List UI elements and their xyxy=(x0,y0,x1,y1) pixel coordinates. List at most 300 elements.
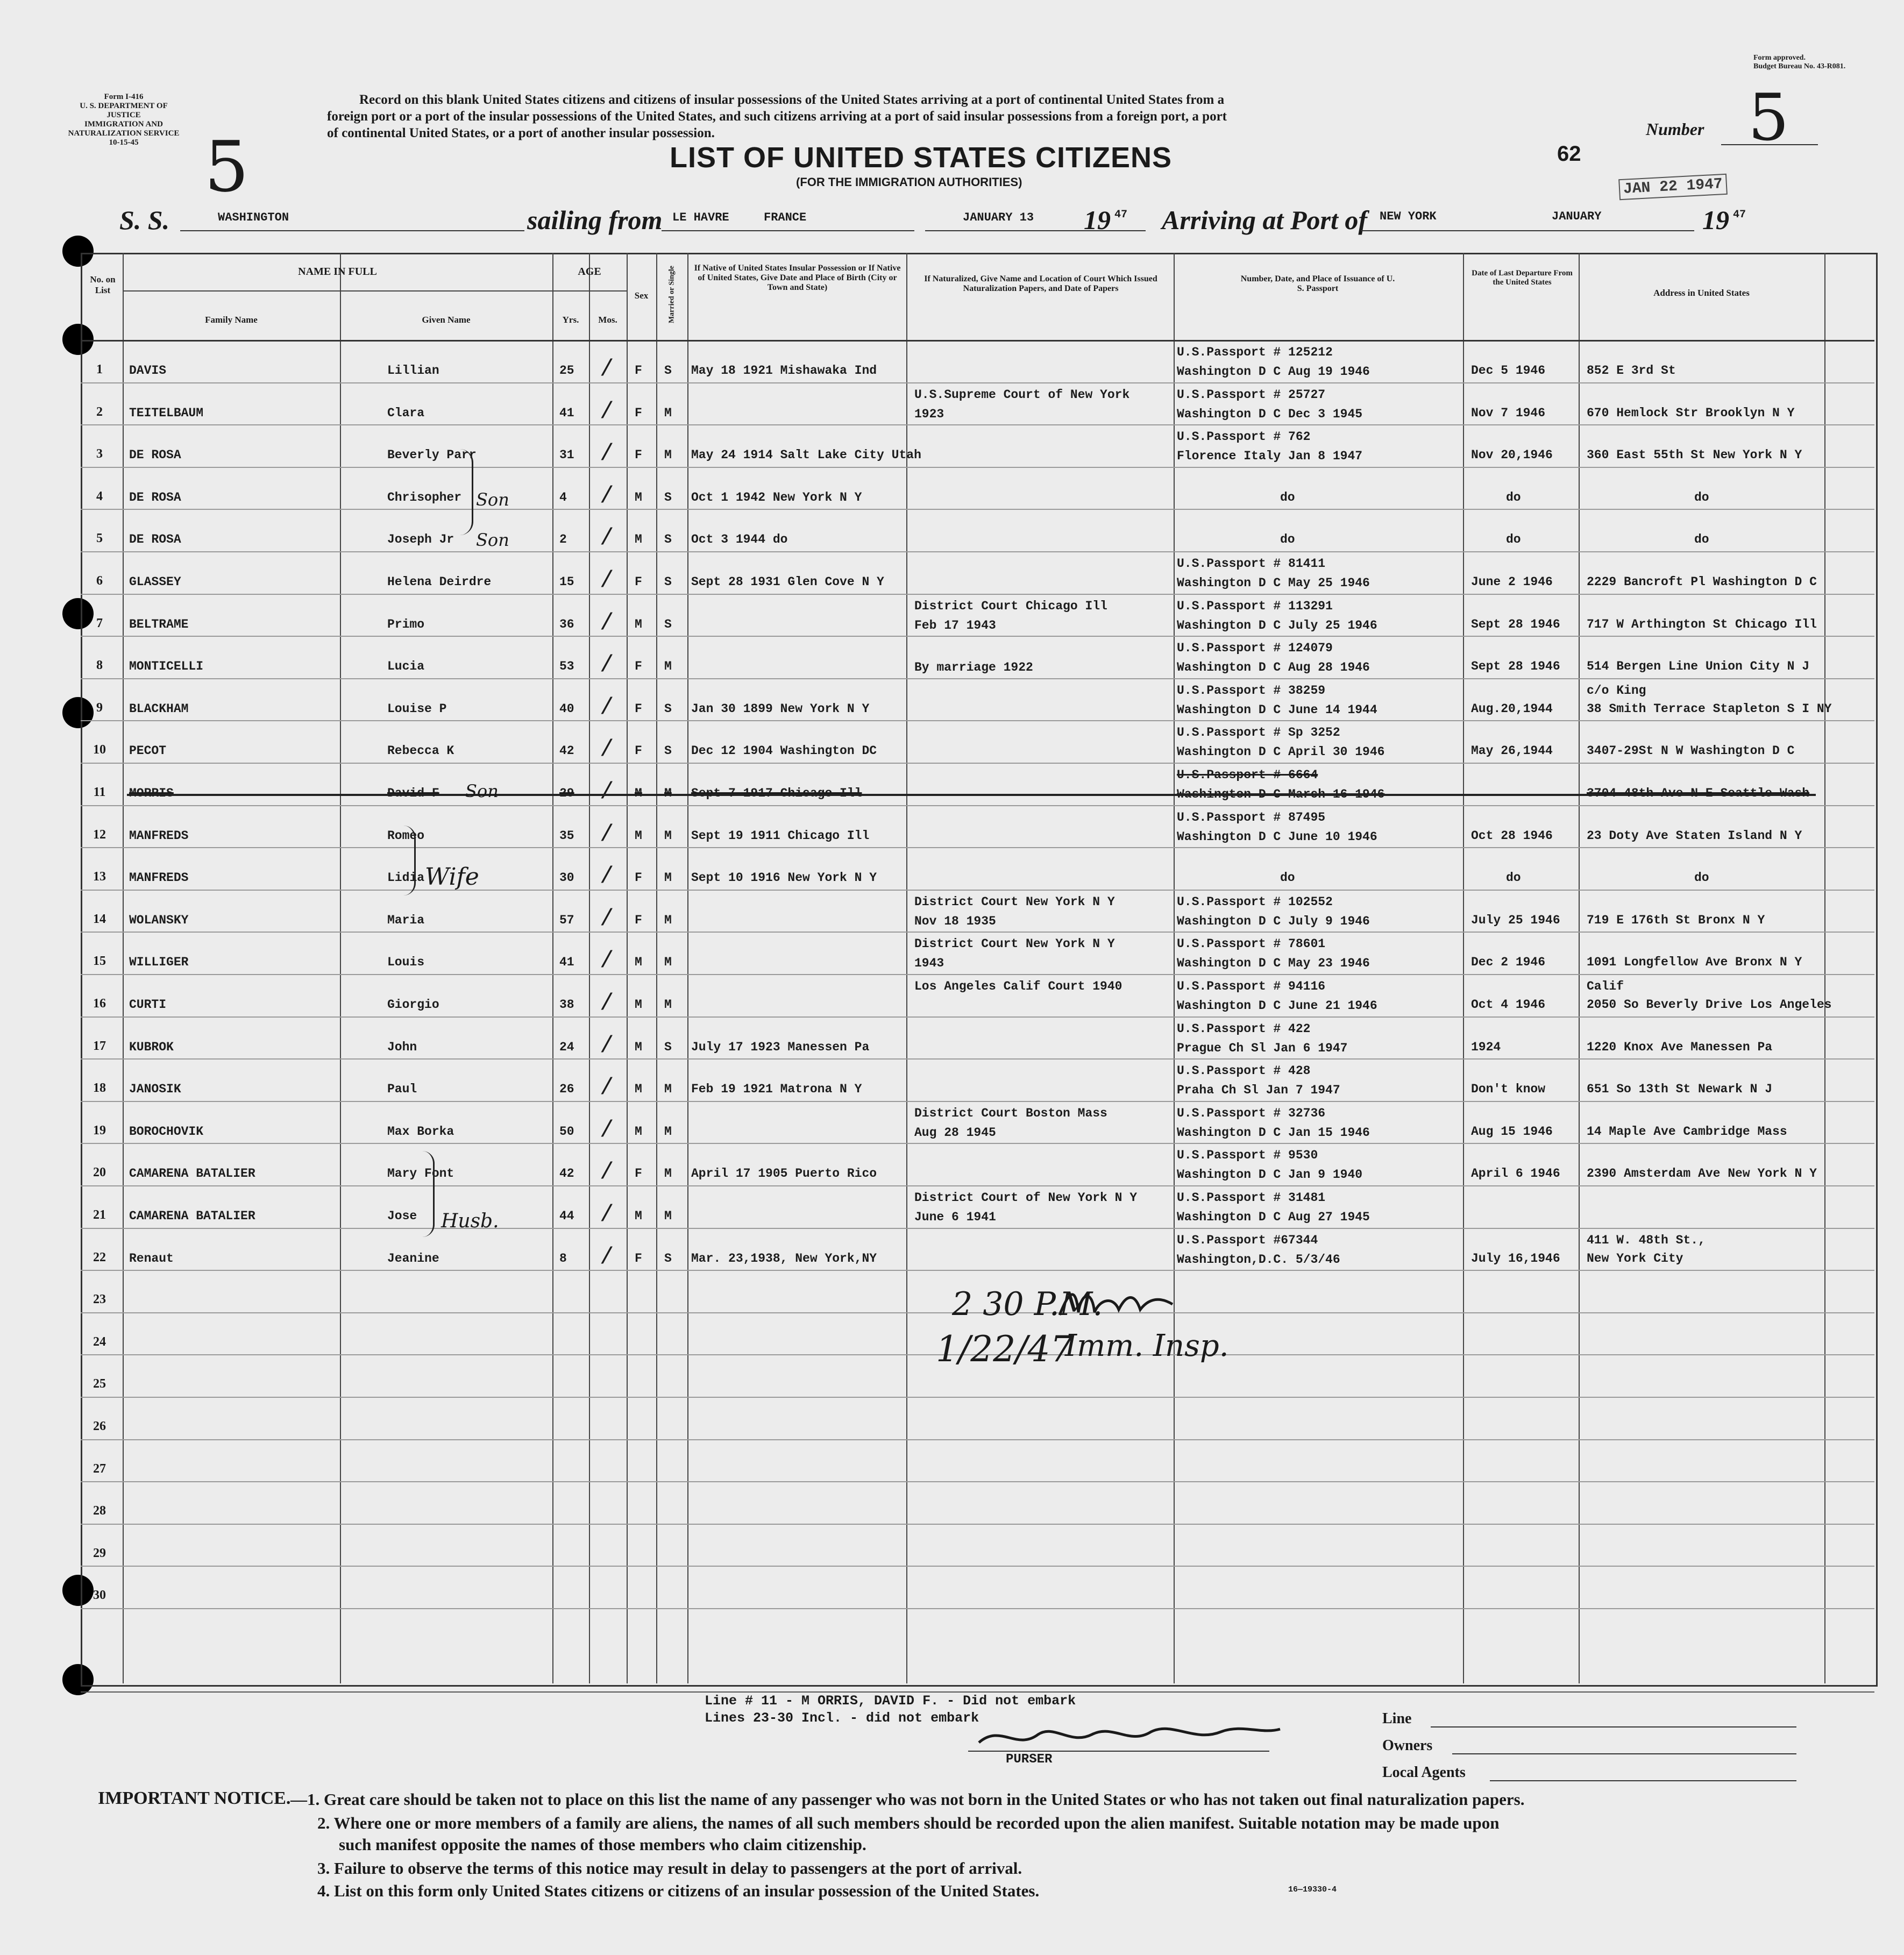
cell-naturalization-date: 1943 xyxy=(914,956,944,970)
cell-passport-issued: Washington D C July 9 1946 xyxy=(1177,914,1370,928)
row-number: 18 xyxy=(93,1081,106,1095)
cell-ms: M xyxy=(664,1125,672,1139)
row-number: 7 xyxy=(96,616,103,630)
row-number: 16 xyxy=(93,997,106,1011)
cell-sex: M xyxy=(635,532,642,546)
cell-sex: F xyxy=(635,744,642,758)
footer-note-morris: Line # 11 - M ORRIS, DAVID F. - Did not embark xyxy=(705,1693,1076,1709)
row-number: 12 xyxy=(93,828,106,842)
row-divider xyxy=(81,1185,1874,1186)
row-number: 1 xyxy=(96,362,103,376)
cell-naturalization: District Court New York N Y xyxy=(914,937,1115,951)
row-number: 14 xyxy=(93,912,106,926)
form-approval xyxy=(1753,54,1845,71)
cell-ms: S xyxy=(664,575,672,589)
header-family-name: Family Name xyxy=(205,315,258,325)
name-header-rule xyxy=(123,290,552,292)
row-divider xyxy=(81,763,1874,764)
cell-sex: F xyxy=(635,575,642,589)
age-months-mark: / xyxy=(600,779,614,806)
row-number: 28 xyxy=(93,1504,106,1518)
arrive-year-prefix: 19 xyxy=(1702,205,1729,235)
arriving-label: Arriving at Port of xyxy=(1162,205,1367,235)
cell-age: 53 xyxy=(559,659,574,673)
row-number: 8 xyxy=(96,658,103,672)
notice-1: —1. Great care should be taken not to place on this list the name of any passenger who was not born in the United States or who has not taken out final naturalization papers. xyxy=(290,1790,1525,1809)
cell-address: 2229 Bancroft Pl Washington D C xyxy=(1587,575,1817,589)
cell-sex: M xyxy=(635,1040,642,1054)
row-divider xyxy=(81,1101,1874,1102)
cell-passport-issued: Washington D C March 16 1946 xyxy=(1177,787,1385,801)
age-months-mark: / xyxy=(600,1117,614,1144)
cell-naturalization-date: Feb 17 1943 xyxy=(914,619,996,632)
row-number: 17 xyxy=(93,1039,106,1053)
cell-naturalization: District Court of New York N Y xyxy=(914,1191,1138,1205)
row-divider xyxy=(81,678,1874,679)
cell-given: Joseph Jr xyxy=(387,532,454,546)
cell-passport-number: U.S.Passport # 428 xyxy=(1177,1064,1311,1078)
cell-family: MANFREDS xyxy=(129,829,189,843)
list-number: 62 xyxy=(1557,142,1581,166)
row-number: 4 xyxy=(96,489,103,503)
header-naturalized: If Naturalized, Give Name and Location of Court Which Issued Naturalization Papers, and Date of Papers xyxy=(924,274,1157,293)
owners-underline xyxy=(1452,1753,1796,1754)
cell-given: Jose xyxy=(387,1209,417,1223)
age-months-mark: / xyxy=(600,525,614,552)
cell-last-departure: do xyxy=(1506,490,1521,504)
cell-sex: M xyxy=(635,998,642,1012)
cell-sex: M xyxy=(635,490,642,504)
cell-address-line1: 411 W. 48th St., xyxy=(1587,1233,1706,1247)
cell-given: Beverly Parr xyxy=(387,448,477,462)
header-no: No. on List xyxy=(90,274,116,295)
cell-age: 15 xyxy=(559,575,574,589)
cell-address: 717 W Arthington St Chicago Ill xyxy=(1587,617,1817,631)
sail-year-prefix: 19 xyxy=(1084,205,1111,235)
row-divider xyxy=(81,720,1874,721)
cell-sex: F xyxy=(635,871,642,885)
cell-last-departure: 1924 xyxy=(1471,1040,1501,1054)
cell-age: 42 xyxy=(559,744,574,758)
age-months-mark: / xyxy=(600,567,614,594)
cell-passport-issued: do xyxy=(1280,532,1295,546)
header-given-name: Given Name xyxy=(422,315,471,325)
row-number: 3 xyxy=(96,447,103,461)
row-number: 13 xyxy=(93,870,106,884)
age-months-mark: / xyxy=(600,610,614,637)
handwritten-time: 2 30 P.M. xyxy=(952,1285,1103,1323)
handwritten-date: 1/22/47 xyxy=(936,1328,1073,1370)
cell-age: 30 xyxy=(559,871,574,885)
cell-last-departure: Dec 2 1946 xyxy=(1471,955,1546,969)
cell-address: 14 Maple Ave Cambridge Mass xyxy=(1587,1125,1787,1139)
sailing-date: JANUARY 13 xyxy=(963,211,1034,224)
cell-sex: F xyxy=(635,448,642,462)
cell-birth: April 17 1905 Puerto Rico xyxy=(691,1167,877,1181)
cell-family: PECOT xyxy=(129,744,167,758)
cell-given: Romeo xyxy=(387,829,425,843)
cell-ms: S xyxy=(664,364,672,378)
purser-underline xyxy=(968,1751,1269,1752)
cell-last-departure: Oct 4 1946 xyxy=(1471,998,1546,1012)
row-divider xyxy=(81,382,1874,383)
cell-age: 42 xyxy=(559,1167,574,1181)
arrival-month: JANUARY xyxy=(1552,210,1602,223)
age-months-mark: / xyxy=(600,356,614,383)
cell-last-departure: Aug 15 1946 xyxy=(1471,1125,1553,1139)
cell-passport-issued: Washington D C Jan 15 1946 xyxy=(1177,1126,1370,1140)
arrival-stamp: JAN 22 1947 xyxy=(1618,174,1728,200)
line-label: Line xyxy=(1382,1710,1412,1727)
age-months-mark: / xyxy=(600,1075,614,1101)
age-months-mark: / xyxy=(600,652,614,679)
age-months-mark: / xyxy=(600,863,614,890)
cell-given: Lidia xyxy=(387,871,425,885)
cell-given: Chrisopher xyxy=(387,490,462,504)
row-number: 21 xyxy=(93,1208,106,1222)
cell-birth: Oct 1 1942 New York N Y xyxy=(691,490,862,504)
cell-address-line1: Calif xyxy=(1587,979,1624,993)
cell-passport-issued: Washington D C Jan 9 1940 xyxy=(1177,1168,1363,1182)
cell-naturalization-date: By marriage 1922 xyxy=(914,660,1033,674)
age-header-rule xyxy=(552,290,627,292)
instruction-line: of continental United States, or a port of another insular possession. xyxy=(327,126,715,140)
cell-birth: Sept 10 1916 New York N Y xyxy=(691,871,877,885)
cell-naturalization: District Court Chicago Ill xyxy=(914,599,1107,613)
cell-sex: M xyxy=(635,786,642,800)
print-code: 16—19330-4 xyxy=(1288,1885,1337,1894)
form-id-block xyxy=(65,93,183,147)
cell-family: BOROCHOVIK xyxy=(129,1125,204,1139)
age-months-mark: / xyxy=(600,821,614,848)
cell-given: Lucia xyxy=(387,659,425,673)
arrive-year: 47 xyxy=(1733,209,1746,221)
form-department: U. S. DEPARTMENT OF JUSTICE xyxy=(80,102,168,119)
cell-address: 651 So 13th St Newark N J xyxy=(1587,1082,1773,1096)
header-native: If Native of United States Insular Possession or If Native of United States, Give Date and Place of Birth (City or Town and State) xyxy=(694,264,901,292)
cell-address: New York City xyxy=(1587,1252,1683,1266)
cell-family: BELTRAME xyxy=(129,617,189,631)
row-divider xyxy=(81,1397,1874,1398)
cell-age: 40 xyxy=(559,702,574,716)
cell-age: 57 xyxy=(559,913,574,927)
age-months-mark: / xyxy=(600,736,614,763)
ss-label: S. S. xyxy=(119,205,170,235)
cell-family: JANOSIK xyxy=(129,1082,181,1096)
cell-ms: S xyxy=(664,1252,672,1266)
cell-passport-number: U.S.Passport # 25727 xyxy=(1177,388,1326,402)
cell-age: 2 xyxy=(559,532,567,546)
cell-age: 38 xyxy=(559,998,574,1012)
number-label: Number xyxy=(1646,119,1704,139)
cell-sex: M xyxy=(635,1125,642,1139)
cell-passport-issued: Washington D C May 23 1946 xyxy=(1177,956,1370,970)
cell-ms: S xyxy=(664,532,672,546)
age-months-mark: / xyxy=(600,906,614,933)
row-number: 19 xyxy=(93,1124,106,1138)
cell-naturalization-date: June 6 1941 xyxy=(914,1210,996,1224)
cell-passport-issued: Washington D C June 10 1946 xyxy=(1177,830,1377,844)
cell-birth: Oct 3 1944 do xyxy=(691,532,788,546)
cell-given: David F xyxy=(387,786,439,800)
age-months-mark: / xyxy=(600,990,614,1017)
cell-address-line1: c/o King xyxy=(1587,684,1646,698)
cell-given: Max Borka xyxy=(387,1125,454,1139)
cell-given: Maria xyxy=(387,913,425,927)
row-divider xyxy=(81,1016,1874,1018)
row-divider xyxy=(81,932,1874,933)
age-months-mark: / xyxy=(600,1202,614,1228)
cell-address: do xyxy=(1694,871,1709,885)
cell-passport-number: U.S.Passport #67344 xyxy=(1177,1233,1318,1247)
cell-ms: S xyxy=(664,1040,672,1054)
agents-underline xyxy=(1490,1780,1796,1781)
header-mos: Mos. xyxy=(598,315,617,325)
cell-last-departure: Dec 5 1946 xyxy=(1471,364,1546,378)
cell-age: 41 xyxy=(559,406,574,420)
cell-passport-issued: Washington D C Aug 19 1946 xyxy=(1177,365,1370,379)
notice-2-continued: such manifest opposite the names of those members who claim citizenship. xyxy=(339,1835,866,1854)
row-number: 23 xyxy=(93,1292,106,1306)
page-title: LIST OF UNITED STATES CITIZENS xyxy=(670,141,1172,174)
arrival-underline xyxy=(1361,230,1694,231)
cell-given: Clara xyxy=(387,406,425,420)
cell-family: BLACKHAM xyxy=(129,702,189,716)
ship-underline xyxy=(180,230,524,231)
cell-given: Lillian xyxy=(387,364,439,378)
from-underline xyxy=(662,230,914,231)
row-divider xyxy=(81,467,1874,468)
cell-passport-issued: Washington D C April 30 1946 xyxy=(1177,745,1385,759)
cell-sex: F xyxy=(635,913,642,927)
cell-family: Renaut xyxy=(129,1252,174,1266)
cell-passport-issued: Florence Italy Jan 8 1947 xyxy=(1177,449,1363,463)
notice-3: 3. Failure to observe the terms of this notice may result in delay to passengers at the port of arrival. xyxy=(317,1859,1022,1878)
cell-passport-issued: do xyxy=(1280,490,1295,504)
cell-family: DE ROSA xyxy=(129,490,181,504)
cell-last-departure: Sept 28 1946 xyxy=(1471,617,1560,631)
cell-passport-number: U.S.Passport # 762 xyxy=(1177,430,1311,444)
cell-address: 2390 Amsterdam Ave New York N Y xyxy=(1587,1167,1817,1181)
sailing-label: sailing from xyxy=(527,205,663,235)
age-months-mark: / xyxy=(600,483,614,510)
handwritten-wife-note: Wife xyxy=(425,863,479,891)
cell-address: do xyxy=(1694,532,1709,546)
form-date-code: 10-15-45 xyxy=(109,138,139,147)
cell-passport-number: U.S.Passport # 81411 xyxy=(1177,557,1326,571)
row-divider xyxy=(81,1143,1874,1144)
cell-sex: M xyxy=(635,829,642,843)
row-divider xyxy=(81,1058,1874,1060)
header-yrs: Yrs. xyxy=(562,315,579,325)
cell-age: 41 xyxy=(559,955,574,969)
cell-last-departure: July 16,1946 xyxy=(1471,1252,1560,1266)
cell-last-departure: July 25 1946 xyxy=(1471,913,1560,927)
cell-family: KUBROK xyxy=(129,1040,174,1054)
cell-given: Rebecca K xyxy=(387,744,454,758)
cell-naturalization-date: 1923 xyxy=(914,407,944,421)
row-divider xyxy=(81,1481,1874,1482)
cell-age: 29 xyxy=(559,786,574,800)
age-months-mark: / xyxy=(600,1033,614,1060)
row-divider xyxy=(81,1524,1874,1525)
cell-passport-number: U.S.Passport # 31481 xyxy=(1177,1191,1326,1205)
header-passport: Number, Date, and Place of Issuance of U. S. Passport xyxy=(1240,274,1395,293)
cell-family: MORRIS xyxy=(129,786,174,800)
handwritten-son-note: Son xyxy=(476,489,509,510)
cell-naturalization: U.S.Supreme Court of New York xyxy=(914,388,1130,402)
header-bottom-line xyxy=(81,340,1874,342)
row-number: 24 xyxy=(93,1335,106,1349)
page-mark-handwritten: 5 xyxy=(204,126,249,208)
cell-age: 31 xyxy=(559,448,574,462)
cell-passport-issued: Washington D C Aug 28 1946 xyxy=(1177,660,1370,674)
page-subtitle: (FOR THE IMMIGRATION AUTHORITIES) xyxy=(796,175,1022,189)
cell-family: DAVIS xyxy=(129,364,167,378)
cell-family: CAMARENA BATALIER xyxy=(129,1167,255,1181)
notice-2: 2. Where one or more members of a family are aliens, the names of all such members should be recorded upon the alien manifest. Suitable notation may be made upon xyxy=(317,1814,1500,1832)
cell-last-departure: May 26,1944 xyxy=(1471,744,1553,758)
cell-passport-number: U.S.Passport # 102552 xyxy=(1177,895,1333,909)
cell-naturalization: District Court New York N Y xyxy=(914,895,1115,909)
cell-last-departure: Don't know xyxy=(1471,1082,1546,1096)
handwritten-inspector-title: Imm. Insp. xyxy=(1065,1328,1229,1363)
age-months-mark: / xyxy=(600,440,614,467)
cell-sex: F xyxy=(635,702,642,716)
cell-address: 3407-29St N W Washington D C xyxy=(1587,744,1795,758)
age-months-mark: / xyxy=(600,694,614,721)
header-age: AGE xyxy=(578,266,601,278)
header-married-single: Married or Single xyxy=(667,265,676,324)
cell-family: DE ROSA xyxy=(129,448,181,462)
form-service: IMMIGRATION AND NATURALIZATION SERVICE xyxy=(68,120,180,138)
age-months-mark: / xyxy=(600,1159,614,1186)
cell-ms: M xyxy=(664,955,672,969)
cell-passport-number: U.S.Passport # Sp 3252 xyxy=(1177,726,1340,740)
cell-sex: M xyxy=(635,955,642,969)
cell-age: 8 xyxy=(559,1252,567,1266)
cell-last-departure: do xyxy=(1506,871,1521,885)
row-divider xyxy=(81,1608,1874,1609)
row-divider xyxy=(81,974,1874,975)
row-number: 11 xyxy=(93,785,106,799)
cell-last-departure: Oct 28 1946 xyxy=(1471,829,1553,843)
cell-naturalization-date: Aug 28 1945 xyxy=(914,1126,996,1140)
cell-passport-number: U.S.Passport # 32736 xyxy=(1177,1106,1326,1120)
row-divider xyxy=(81,424,1874,425)
cell-last-departure: Sept 28 1946 xyxy=(1471,659,1560,673)
departure-country: FRANCE xyxy=(764,211,807,224)
cell-sex: M xyxy=(635,617,642,631)
cell-address: 38 Smith Terrace Stapleton S I NY xyxy=(1587,702,1832,716)
cell-last-departure: Aug.20,1944 xyxy=(1471,702,1553,716)
signature-icon xyxy=(1054,1283,1178,1331)
cell-passport-number: U.S.Passport # 113291 xyxy=(1177,599,1333,613)
handwritten-husband-note: Husb. xyxy=(441,1210,499,1232)
cell-last-departure: Nov 7 1946 xyxy=(1471,406,1546,420)
cell-address: 23 Doty Ave Staten Island N Y xyxy=(1587,829,1802,843)
cell-passport-issued: Washington D C Aug 27 1945 xyxy=(1177,1210,1370,1224)
cell-given: Paul xyxy=(387,1082,417,1096)
local-agents-label: Local Agents xyxy=(1382,1764,1466,1781)
cell-birth: May 18 1921 Mishawaka Ind xyxy=(691,364,877,378)
cell-birth: Mar. 23,1938, New York,NY xyxy=(691,1252,877,1266)
cell-birth: Sept 28 1931 Glen Cove N Y xyxy=(691,575,884,589)
number-value: 5 xyxy=(1748,81,1789,155)
cell-family: CURTI xyxy=(129,998,167,1012)
row-number: 5 xyxy=(96,531,103,545)
cell-sex: F xyxy=(635,1167,642,1181)
cell-ms: M xyxy=(664,998,672,1012)
header-sex: Sex xyxy=(634,290,649,301)
important-notice-heading: IMPORTANT NOTICE. xyxy=(98,1788,291,1808)
cell-ms: M xyxy=(664,659,672,673)
cell-birth: May 24 1914 Salt Lake City Utah xyxy=(691,448,921,462)
cell-age: 4 xyxy=(559,490,567,504)
cell-given: Louis xyxy=(387,955,425,969)
cell-passport-number: U.S.Passport # 38259 xyxy=(1177,684,1326,698)
inspector-signature xyxy=(1054,1283,1178,1331)
arrival-port: NEW YORK xyxy=(1380,210,1437,223)
bracket-mark xyxy=(403,826,416,895)
cell-ms: S xyxy=(664,702,672,716)
cell-address: 1091 Longfellow Ave Bronx N Y xyxy=(1587,955,1802,969)
cell-sex: F xyxy=(635,659,642,673)
row-divider xyxy=(81,509,1874,510)
row-divider xyxy=(81,551,1874,552)
cell-address: do xyxy=(1694,490,1709,504)
cell-given: John xyxy=(387,1040,417,1054)
cell-given: Helena Deirdre xyxy=(387,575,492,589)
cell-birth: Jan 30 1899 New York N Y xyxy=(691,702,870,716)
cell-passport-number: U.S.Passport # 6664 xyxy=(1177,768,1318,782)
cell-age: 26 xyxy=(559,1082,574,1096)
cell-passport-issued: Washington,D.C. 5/3/46 xyxy=(1177,1253,1340,1267)
row-divider xyxy=(81,1228,1874,1229)
cell-address: 719 E 176th St Bronx N Y xyxy=(1587,913,1765,927)
cell-ms: M xyxy=(664,1082,672,1096)
cell-address: 360 East 55th St New York N Y xyxy=(1587,448,1802,462)
cell-ms: S xyxy=(664,744,672,758)
form-approved-text: Form approved. xyxy=(1753,54,1806,62)
cell-address: 2050 So Beverly Drive Los Angeles xyxy=(1587,998,1832,1012)
row-number: 29 xyxy=(93,1546,106,1560)
cell-last-departure: April 6 1946 xyxy=(1471,1167,1560,1181)
cell-passport-issued: do xyxy=(1280,871,1295,885)
cell-birth: July 17 1923 Manessen Pa xyxy=(691,1040,870,1054)
header-name-in-full: NAME IN FULL xyxy=(298,266,377,278)
instructions xyxy=(327,91,1227,141)
cell-passport-issued: Praha Ch Sl Jan 7 1947 xyxy=(1177,1083,1340,1097)
cell-sex: M xyxy=(635,1209,642,1223)
cell-birth: Dec 12 1904 Washington DC xyxy=(691,744,877,758)
cell-passport-issued: Washington D C Dec 3 1945 xyxy=(1177,407,1363,421)
age-months-mark: / xyxy=(600,948,614,975)
ship-name: WASHINGTON xyxy=(218,211,289,224)
row-divider xyxy=(81,594,1874,595)
row-divider xyxy=(81,1566,1874,1567)
cell-passport-number: U.S.Passport # 124079 xyxy=(1177,641,1333,655)
footer-note-lines: Lines 23-30 Incl. - did not embark xyxy=(705,1710,979,1726)
cell-address: 1220 Knox Ave Manessen Pa xyxy=(1587,1040,1773,1054)
cell-family: MONTICELLI xyxy=(129,659,204,673)
row-divider xyxy=(81,805,1874,806)
cell-given: Giorgio xyxy=(387,998,439,1012)
cell-family: MANFREDS xyxy=(129,871,189,885)
cell-ms: M xyxy=(664,829,672,843)
cell-family: WOLANSKY xyxy=(129,913,189,927)
cell-given: Louise P xyxy=(387,702,447,716)
